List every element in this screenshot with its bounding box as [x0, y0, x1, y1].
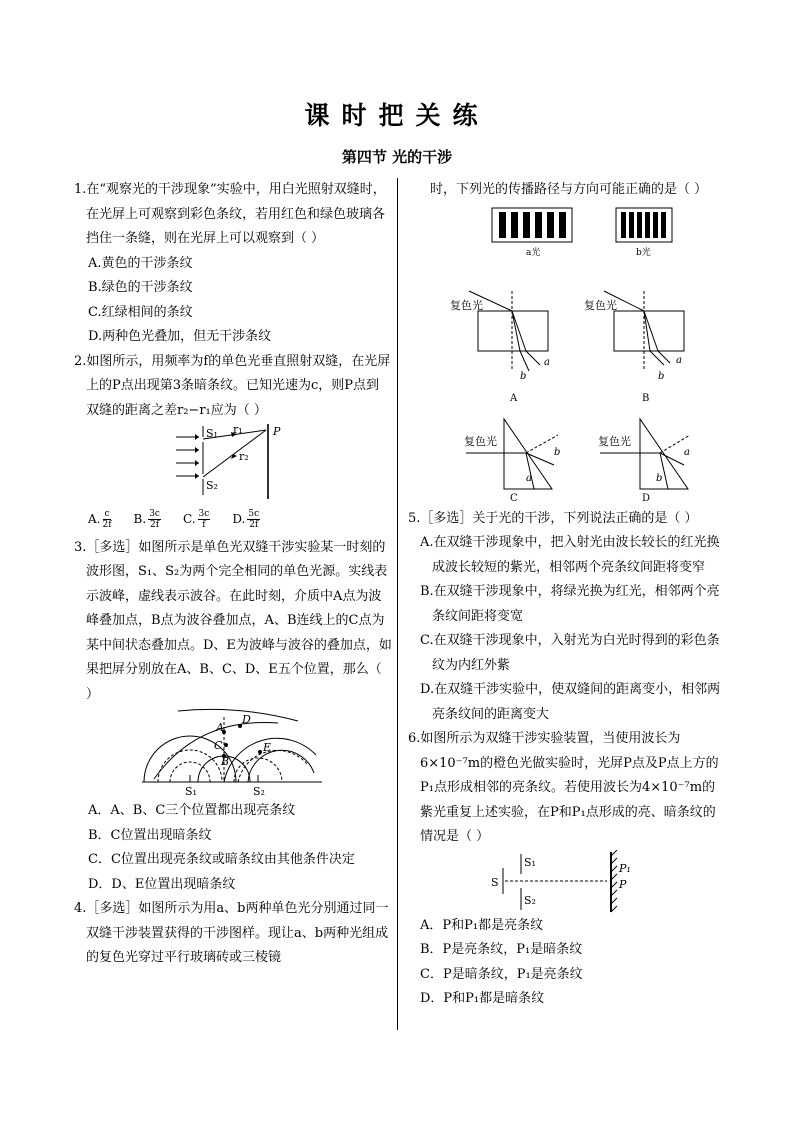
question-stem: 2.如图所示，用频率为f的单色光垂直照射双缝，在光屏上的P点出现第3条暗条纹。已知光速为c，则P点到双缝的距离之差r₂−r₁应为（ ）: [74, 353, 391, 418]
diagram-a-ray-b: b: [520, 370, 527, 382]
question-5: [406, 507, 722, 728]
pattern-b-label: b光: [636, 247, 651, 258]
question-4: [74, 897, 392, 971]
right-column: [406, 178, 722, 1012]
option-a: A．P和P₁都是亮条纹: [420, 917, 544, 933]
option-c: C. $\frac{3c}{f}$: [182, 509, 210, 530]
option-c: C．P是暗条纹，P₁是亮条纹: [420, 966, 583, 982]
source-s-label: S: [491, 875, 499, 889]
label-r1: r₁: [233, 423, 243, 436]
diagram-c-ray-b: b: [554, 446, 561, 458]
label-r2: r₂: [239, 450, 249, 463]
option-d: D. $\frac{5c}{2f}$: [232, 509, 260, 530]
question-stem: 3.［多选］如图所示是单色光双缝干涉实验某一时刻的波形图，S₁、S₂为两个完全相同的单色光源。实线表示波峰，虚线表示波谷。在此时刻，介质中A点为波峰叠加点，B点为波谷叠加点，A、B连线上的C点为某中间状态叠加点。D、E为波峰与波谷的叠加点，如果把屏分别放在A、B、C、D、E五个位置，那么（ ）: [74, 539, 392, 702]
diagram-d-ray-b: b: [656, 472, 663, 484]
diagram-b-ray-b: b: [658, 370, 665, 382]
diagram-b: [584, 291, 684, 404]
question-4-stem-cont: 时，下列光的传播路径与方向可能正确的是（ ）: [430, 182, 708, 197]
point-p1-label: P₁: [619, 861, 631, 875]
option-d: D.两种色光叠加，但无干涉条纹: [88, 329, 272, 344]
diagram-c-ray-a: a: [526, 472, 532, 484]
question-2: [74, 350, 392, 532]
diagram-a-letter: A: [510, 392, 518, 404]
diagram-a-mixed-label: 复色光: [450, 298, 483, 312]
diagram-d: [598, 419, 690, 503]
question-1: [74, 178, 392, 350]
diagram-a-ray-a: a: [544, 356, 550, 368]
wave-interference-figure: [138, 707, 328, 799]
diagram-d-mixed-label: 复色光: [598, 434, 631, 448]
diagram-a: [450, 291, 550, 404]
left-column: [74, 178, 392, 971]
option-b: B. $\frac{3c}{2f}$: [133, 509, 160, 530]
option-a: A.黄色的干涉条纹: [88, 255, 193, 271]
label-p: P: [273, 425, 281, 438]
option-b: B．P是亮条纹，P₁是暗条纹: [420, 942, 583, 957]
option-a: A. $\frac{c}{2f}$: [88, 509, 112, 530]
option-b: B.在双缝干涉现象中，将绿光换为红光，相邻两个亮条纹间距将变宽: [420, 584, 720, 624]
question-6: [406, 727, 722, 1012]
source-s1-label: S₁: [185, 785, 197, 798]
source-s2-label: S₂: [253, 785, 265, 798]
slit-s2-label: S₂: [524, 893, 536, 907]
diagram-b-mixed-label: 复色光: [584, 298, 617, 312]
label-s1: S₁: [206, 427, 218, 440]
question-stem: 6.如图所示为双缝干涉实验装置，当使用波长为6×10⁻⁷m的橙色光做实验时，光屏P点及P点上方的P₁点形成相邻的亮条纹。若使用波长为4×10⁻⁷m的紫光重复上述实验，在P和P₁点形成的亮、暗条纹的情况是（ ）: [408, 731, 719, 844]
point-d-label: D: [242, 713, 251, 726]
option-d: D．P和P₁都是暗条纹: [420, 991, 545, 1006]
page-title: 课时把关练: [304, 101, 490, 130]
option-c: C.在双缝干涉现象中，入射光为白光时得到的彩色条纹为内红外紫: [420, 633, 720, 673]
question-stem: 4.［多选］如图所示为用a、b两种单色光分别通过同一双缝干涉装置获得的干涉图样。现让a、b两种光组成的复色光穿过平行玻璃砖或三棱镜: [74, 901, 389, 965]
fraction-options: [74, 507, 392, 532]
question-stem: 5.［多选］关于光的干涉，下列说法正确的是（ ）: [408, 510, 698, 526]
option-b: B．C位置出现暗条纹: [88, 827, 212, 843]
double-slit-figure: [173, 423, 293, 501]
diagram-d-letter: D: [642, 492, 651, 503]
label-s2: S₂: [206, 479, 218, 492]
point-b-label: B: [221, 755, 230, 768]
point-c-label: C: [214, 739, 223, 752]
diagram-b-letter: B: [642, 392, 650, 404]
point-e-label: E: [263, 741, 272, 754]
point-a-label: A: [216, 721, 224, 734]
slit-screen-figure: [489, 850, 639, 914]
option-c: C.红绿相间的条纹: [88, 304, 193, 320]
option-a: A.在双缝干涉现象中，把入射光由波长较长的红光换成波长较短的紫光，相邻两个亮条纹间距将变窄: [420, 535, 720, 575]
column-divider: [397, 178, 398, 1030]
pattern-b: [616, 208, 672, 258]
option-d: D.在双缝干涉实验中，使双缝间的距离变小，相邻两亮条纹间的距离变大: [420, 682, 721, 722]
slit-s1-label: S₁: [524, 855, 536, 869]
diagram-b-ray-a: a: [676, 354, 682, 366]
diagram-c: [464, 419, 560, 503]
q4-figures: [414, 203, 714, 503]
option-b: B.绿色的干涉条纹: [88, 280, 193, 295]
point-p-label: P: [619, 877, 627, 891]
diagram-c-mixed-label: 复色光: [464, 434, 497, 448]
section-subtitle: 第四节 光的干涉: [341, 148, 453, 166]
option-a: A．A、B、C三个位置都出现亮条纹: [88, 803, 296, 818]
question-3: [74, 536, 392, 898]
pattern-a: [492, 208, 572, 258]
question-stem: 1.在“观察光的干涉现象”实验中，用白光照射双缝时，在光屏上可观察到彩色条纹，若用红色和绿色玻璃各挡住一条缝，则在光屏上可以观察到（ ）: [74, 182, 386, 246]
pattern-a-label: a光: [526, 247, 541, 258]
option-d: D．D、E位置出现暗条纹: [88, 876, 236, 892]
option-c: C．C位置出现亮条纹或暗条纹由其他条件决定: [88, 852, 355, 867]
diagram-d-ray-a: a: [684, 446, 690, 458]
diagram-c-letter: C: [510, 492, 518, 503]
